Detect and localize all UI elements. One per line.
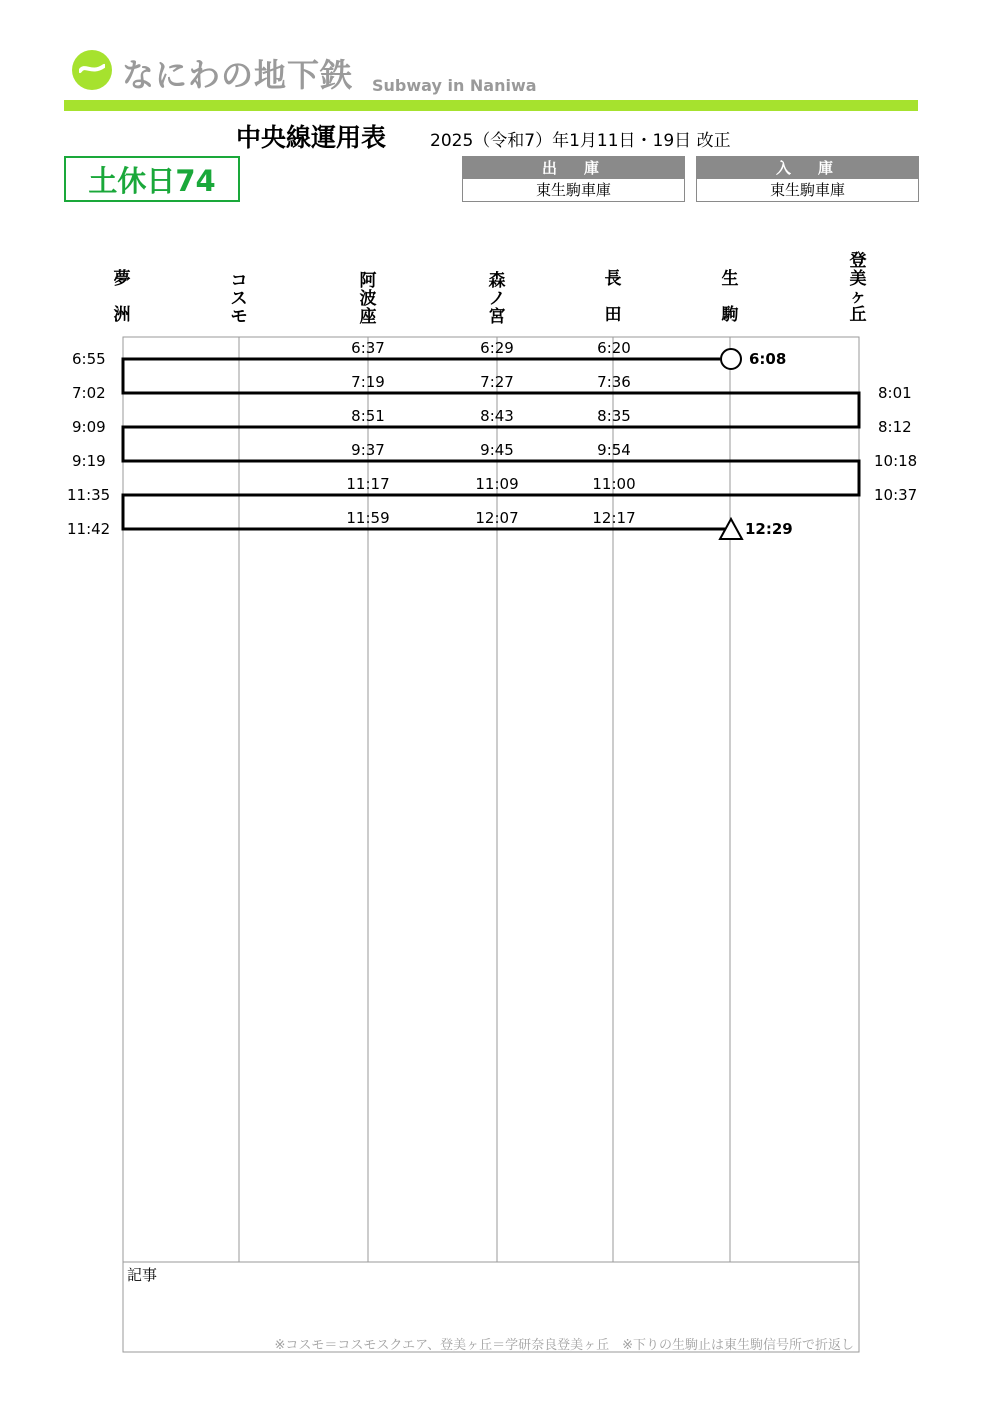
depot-in-value: 東生駒車庫: [769, 181, 845, 199]
time-cell: 11:09: [475, 475, 519, 493]
time-cell: 8:43: [480, 407, 514, 425]
service-id-badge: 土休日74: [64, 156, 240, 202]
time-cell: 7:02: [72, 384, 106, 402]
time-cell: 10:18: [874, 452, 918, 470]
depart-circle-marker: [721, 349, 741, 369]
station-header-nagata: 長 田: [604, 269, 622, 325]
station-header-cosmo: コ ス モ: [230, 271, 248, 327]
time-cell: 6:55: [72, 350, 106, 368]
time-cell: 7:19: [351, 373, 385, 391]
time-cell: 11:42: [67, 520, 111, 538]
time-cell: 11:35: [67, 486, 111, 504]
station-header-tomigaoka: 登 美 ヶ 丘: [849, 251, 867, 325]
depot-out-value: 東生駒車庫: [535, 181, 611, 199]
time-cell: 12:29: [745, 520, 793, 538]
revision-date: 2025（令和7）年1月11日・19日 改正: [430, 131, 731, 151]
station-header-yumeshima: 夢 洲: [113, 269, 131, 325]
time-cell: 11:17: [346, 475, 390, 493]
logo-text: なにわの地下鉄: [122, 56, 354, 94]
time-cell: 7:36: [597, 373, 631, 391]
time-cell: 8:51: [351, 407, 385, 425]
logo-subtitle: Subway in Naniwa: [372, 76, 537, 95]
time-cell: 6:37: [351, 339, 385, 357]
time-cell: 8:01: [878, 384, 912, 402]
depot-out-label: 出 庫: [463, 157, 684, 179]
time-cell: 8:35: [597, 407, 631, 425]
time-cell: 11:00: [592, 475, 636, 493]
time-cell: 12:17: [592, 509, 636, 527]
memo-label: 記事: [127, 1266, 158, 1284]
time-cell: 6:29: [480, 339, 514, 357]
time-cell: 7:27: [480, 373, 514, 391]
time-cell: 9:09: [72, 418, 106, 436]
footnote: ※コスモ＝コスモスクエア、登美ヶ丘＝学研奈良登美ヶ丘 ※下りの生駒止は東生駒信号所で折返し: [274, 1338, 854, 1353]
time-cell: 8:12: [878, 418, 912, 436]
time-cell: 9:45: [480, 441, 514, 459]
time-cell: 12:07: [475, 509, 519, 527]
time-cell: 6:20: [597, 339, 631, 357]
time-cell: 9:37: [351, 441, 385, 459]
time-cell: 11:59: [346, 509, 390, 527]
station-header-ikoma: 生 駒: [721, 269, 739, 325]
time-cell: 6:08: [749, 350, 787, 368]
time-cell: 10:37: [874, 486, 918, 504]
time-cell: 9:54: [597, 441, 631, 459]
depot-in-label: 入 庫: [697, 157, 918, 179]
time-cell: 9:19: [72, 452, 106, 470]
page-title: 中央線運用表: [236, 123, 387, 152]
station-header-awaza: 阿 波 座: [359, 271, 377, 327]
station-header-morinomiya: 森 ノ 宮: [488, 271, 506, 327]
